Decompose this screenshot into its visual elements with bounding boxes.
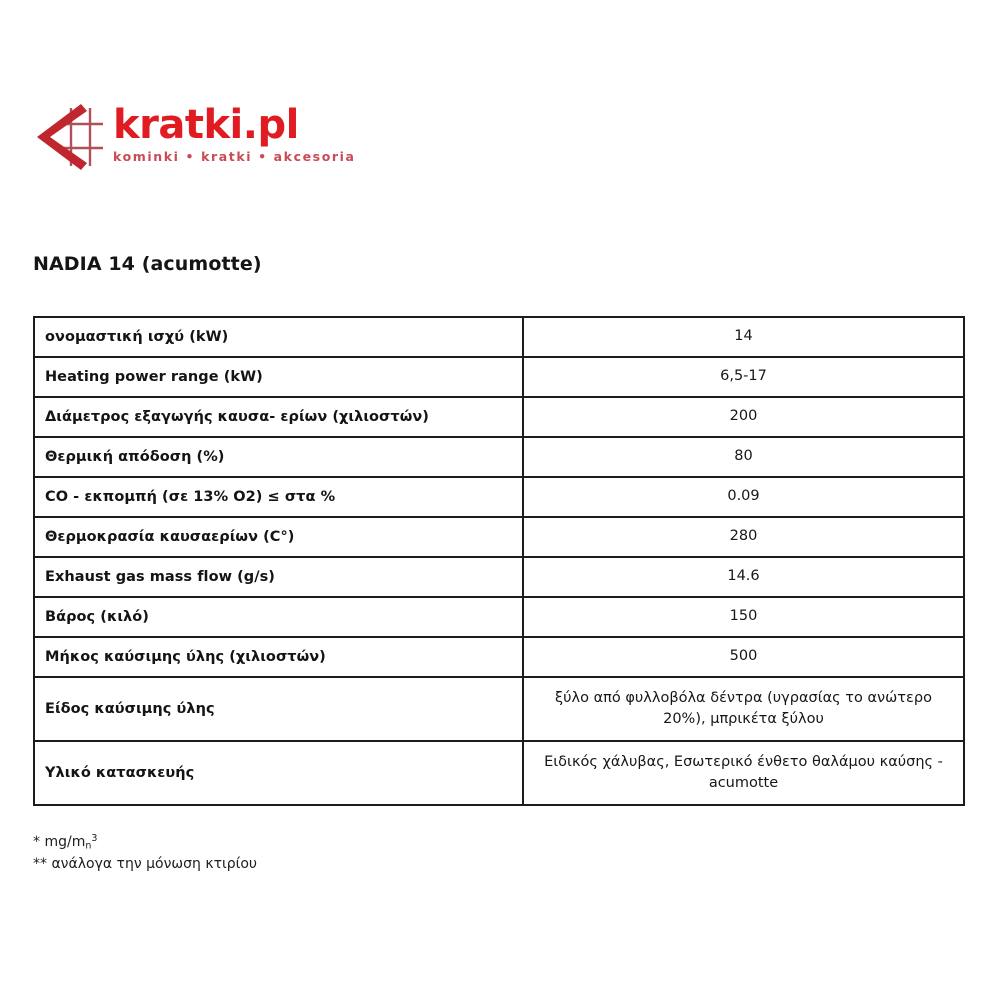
table-row [34, 517, 964, 557]
spec-label-cell: Θερμοκρασία καυσαερίων (C°) [34, 517, 523, 557]
spec-value-cell: 200 [523, 397, 964, 437]
spec-label-cell: Είδος καύσιμης ύλης [34, 677, 523, 741]
specification-table [33, 316, 965, 806]
spec-value-cell: 0.09 [523, 477, 964, 517]
footnote-unit-superscript: 3 [91, 833, 98, 844]
spec-value-cell: ξύλο από φυλλοβόλα δέντρα (υγρασίας το ανώτερο 20%), μπρικέτα ξύλου [523, 677, 964, 741]
spec-value-cell: 14.6 [523, 557, 964, 597]
page-title: NADIA 14 (acumotte) [33, 253, 262, 275]
spec-value-cell: 150 [523, 597, 964, 637]
footnotes [33, 832, 257, 876]
spec-label-cell: Βάρος (κιλό) [34, 597, 523, 637]
spec-value-cell: Ειδικός χάλυβας, Εσωτερικό ένθετο θαλάμου καύσης - acumotte [523, 741, 964, 805]
spec-label-cell: Μήκος καύσιμης ύλης (χιλιοστών) [34, 637, 523, 677]
table-row [34, 637, 964, 677]
footnote-unit-line [33, 832, 257, 854]
spec-label-cell: Θερμική απόδοση (%) [34, 437, 523, 477]
table-row [34, 317, 964, 357]
spec-label-cell: Exhaust gas mass flow (g/s) [34, 557, 523, 597]
table-row [34, 477, 964, 517]
spec-label-cell: Heating power range (kW) [34, 357, 523, 397]
spec-label-cell: ονομαστική ισχύ (kW) [34, 317, 523, 357]
brand-logo [33, 100, 356, 174]
spec-label-cell: Διάμετρος εξαγωγής καυσα- ερίων (χιλιοστών) [34, 397, 523, 437]
footnote-insulation-line: ** ανάλογα την μόνωση κτιρίου [33, 856, 258, 873]
table-row [34, 741, 964, 805]
table-row [34, 557, 964, 597]
table-row [34, 597, 964, 637]
table-row [34, 397, 964, 437]
footnote-unit-prefix: * mg/m [33, 834, 86, 851]
logo-wordmark: kratki.pl [113, 102, 299, 148]
table-row [34, 357, 964, 397]
table-row [34, 437, 964, 477]
spec-value-cell: 500 [523, 637, 964, 677]
footnote-unit-subscript: n [85, 840, 92, 852]
spec-label-cell: CO - εκπομπή (σε 13% O2) ≤ στα % [34, 477, 523, 517]
specification-table-body [34, 317, 964, 805]
spec-value-cell: 80 [523, 437, 964, 477]
table-row [34, 677, 964, 741]
kratki-chevron-grid-icon [33, 100, 107, 174]
logo-tagline: kominki • kratki • akcesoria [113, 149, 356, 164]
spec-label-cell: Υλικό κατασκευής [34, 741, 523, 805]
spec-value-cell: 14 [523, 317, 964, 357]
spec-value-cell: 6,5-17 [523, 357, 964, 397]
spec-value-cell: 280 [523, 517, 964, 557]
